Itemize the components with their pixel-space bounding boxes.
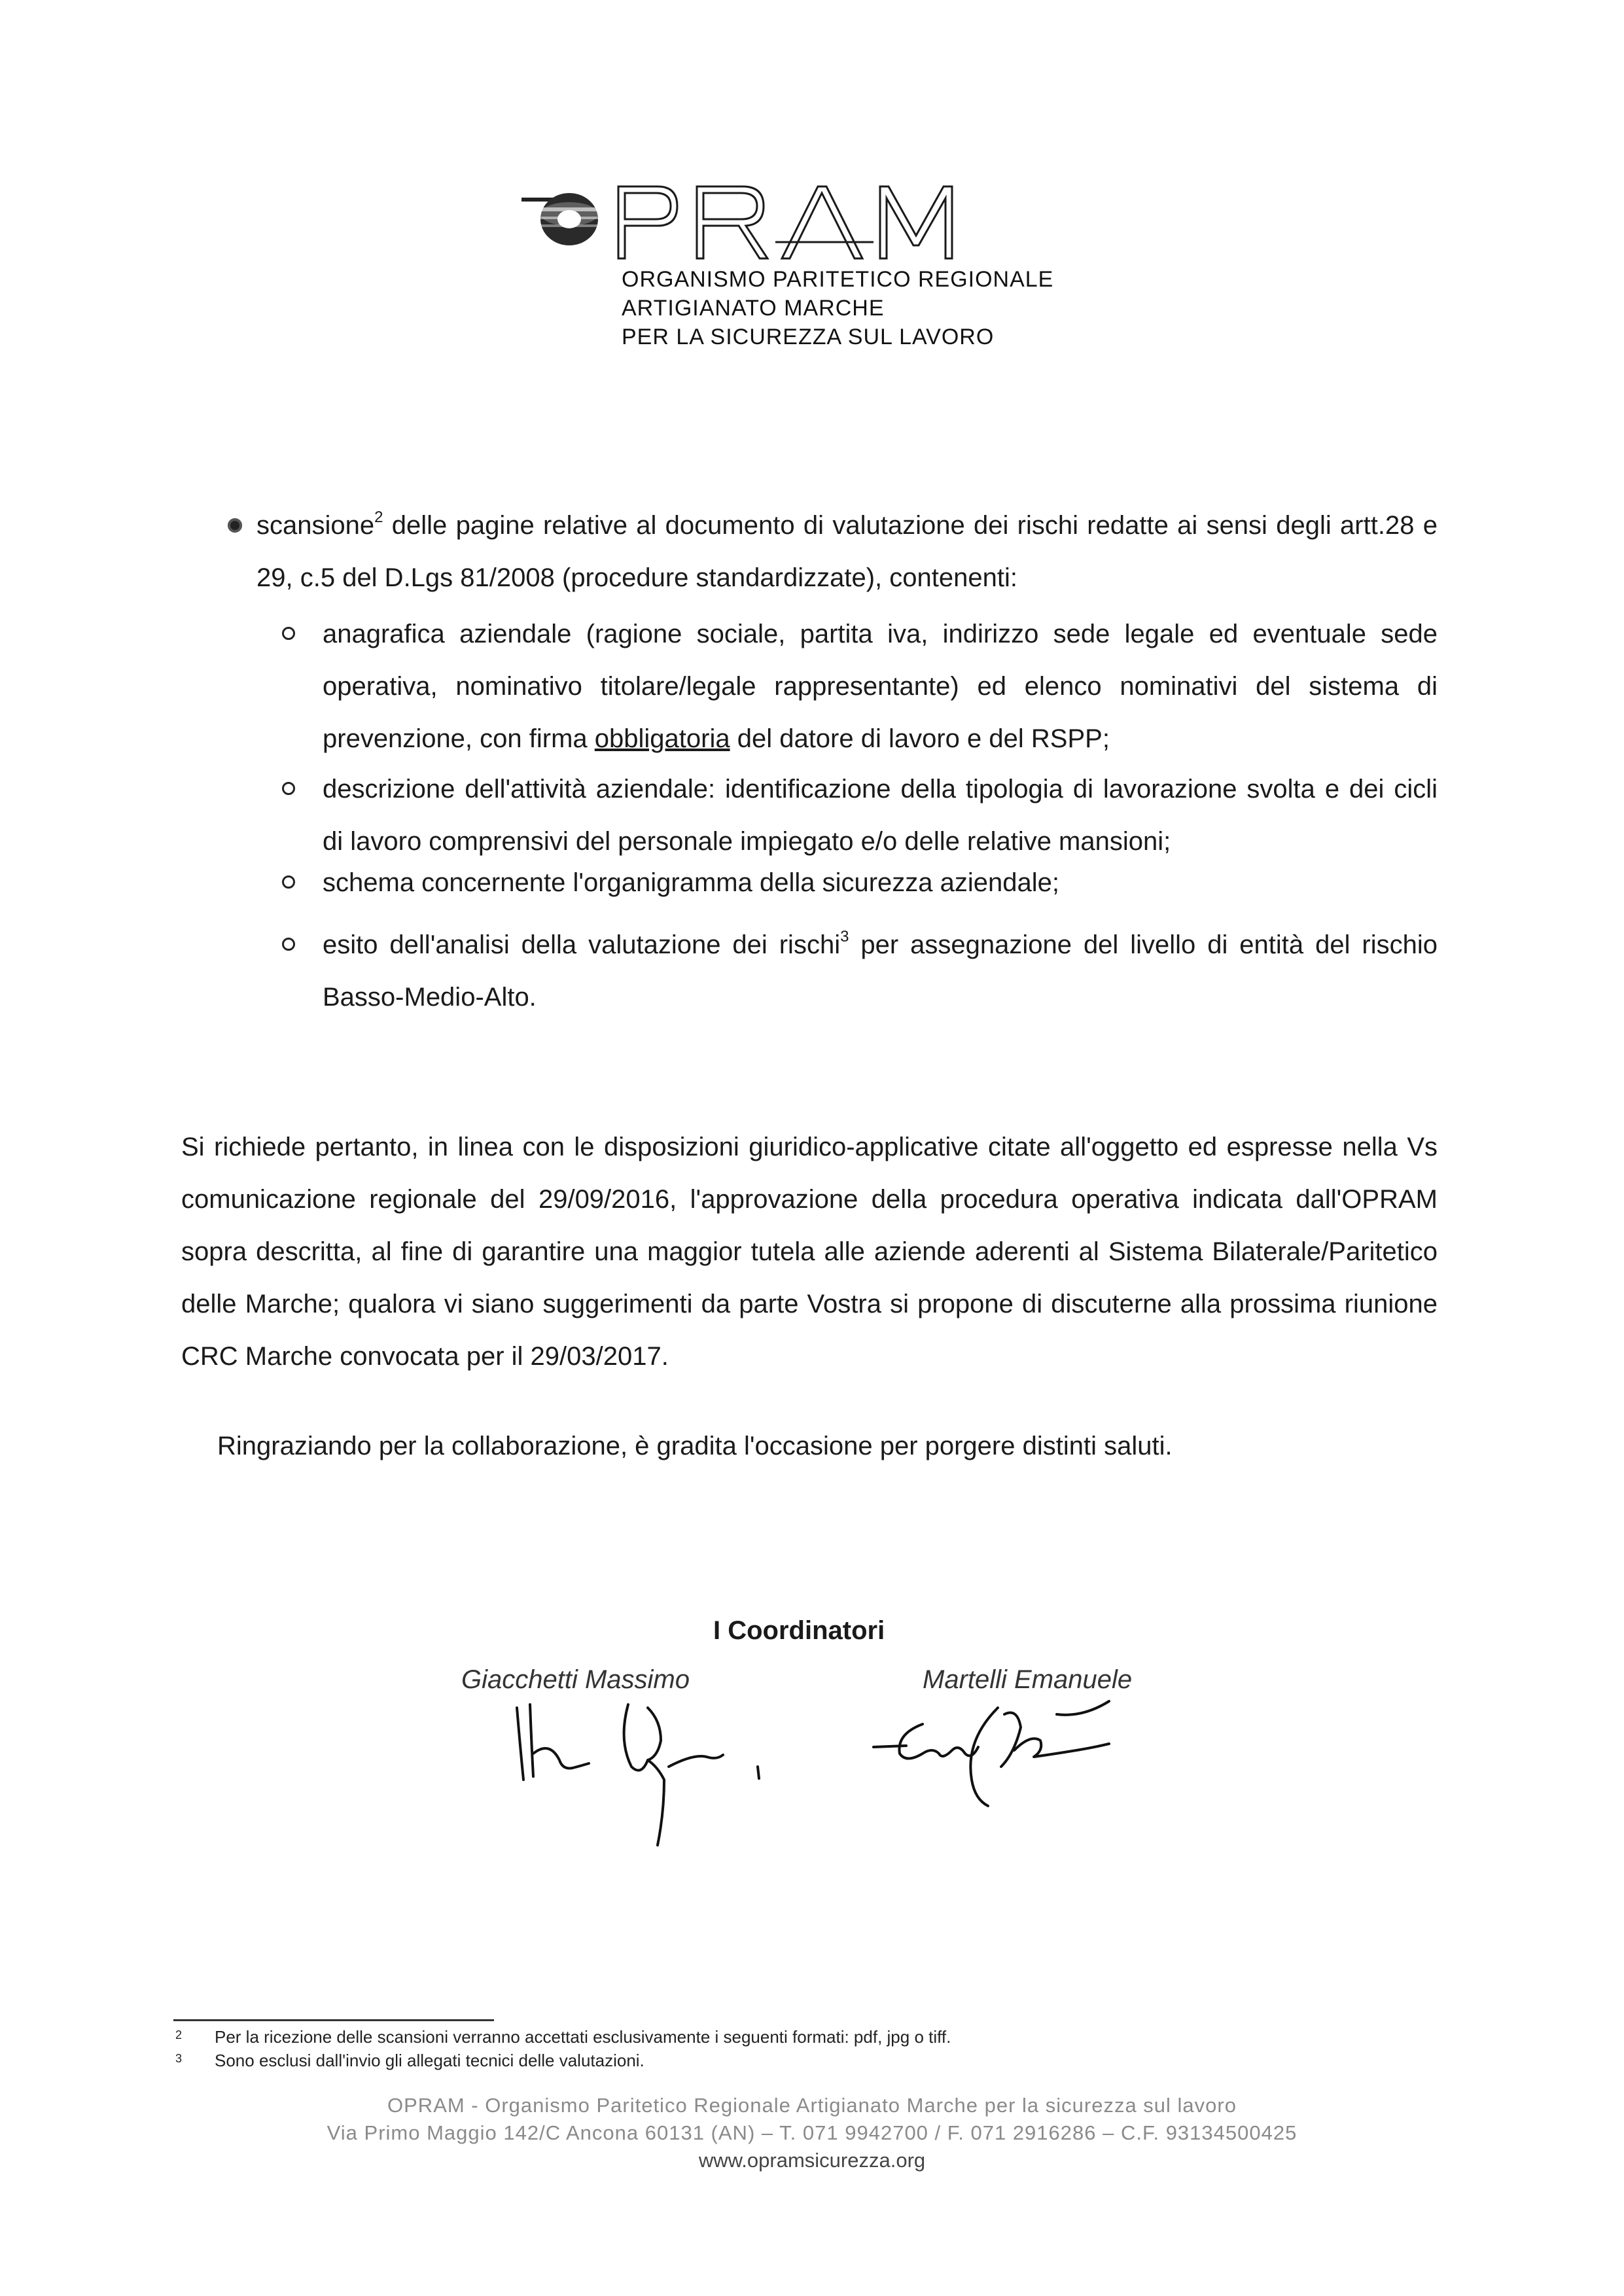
footer-address-line: Via Primo Maggio 142/C Ancona 60131 (AN) – T. 071 9942700 / F. 071 2916286 – C.F. 93134500425	[327, 2121, 1297, 2144]
footnote-mark-3: 3	[175, 2052, 183, 2065]
sub-bullet-icon	[282, 627, 295, 640]
closing-line: Ringraziando per la collaborazione, è gradita l'occasione per porgere distinti saluti.	[217, 1432, 1173, 1460]
org-name-line-1: ORGANISMO PARITETICO REGIONALE	[622, 267, 1054, 292]
bullet-icon	[228, 518, 242, 533]
sub-bullet-icon	[282, 938, 295, 951]
request-paragraph: Si richiede pertanto, in linea con le disposizioni giuridico-applicative citate all'oggetto ed espresse nella Vs comunicazione regionale del 29/09/2016, l'approvazione della procedura operativa indicata dall'OPRAM sopra descritta, al fine di garantire una maggior tutela alle aziende aderenti al Sistema Bilaterale/Paritetico delle Marche; qualora vi siano suggerimenti da parte Vostra si propone di discuterne alla prossima riunione CRC Marche convocata per il 29/03/2017.	[181, 1133, 1438, 1371]
signatory-name-1: Giacchetti Massimo	[461, 1665, 690, 1694]
bullet-main-text: scansione$^2$ delle pagine relative al documento di valutazione dei rischi redatte ai sensi degli artt.28 e 29, c.5 del D.Lgs 81/2008 (procedure standardizzate), contenenti:	[256, 508, 1438, 592]
sub-item-organization-chart: schema concernente l'organigramma della sicurezza aziendale;	[323, 868, 1060, 897]
sub-bullet-icon	[282, 782, 295, 795]
logo-emblem-icon	[521, 193, 599, 245]
coordinators-title: I Coordinatori	[713, 1616, 885, 1645]
sub-item-company-registry: anagrafica aziendale (ragione sociale, partita iva, indirizzo sede legale ed eventuale sede operativa, nominativo titolare/legale rappresentante) ed elenco nominativi del sistema di prevenzione, con firma obbligatoria del datore di lavoro e del RSPP;	[323, 620, 1438, 753]
sub-item-activity-description: descrizione dell'attività aziendale: identificazione della tipologia di lavorazione svolta e dei cicli di lavoro comprensivi del personale impiegato e/o delle relative mansioni;	[323, 775, 1438, 856]
footnote-3-text: Sono esclusi dall'invio gli allegati tecnici delle valutazioni.	[215, 2051, 644, 2070]
footnote-ref-3: 3	[840, 927, 849, 945]
sub-bullet-icon	[282, 875, 295, 889]
signature-2-handwriting	[860, 1688, 1161, 1812]
logo-letters	[618, 186, 952, 258]
footnote-rule	[173, 2019, 494, 2021]
signatory-name-2: Martelli Emanuele	[923, 1665, 1133, 1694]
footnote-2-text: Per la ricezione delle scansioni verranno accettati esclusivamente i seguenti formati: pdf, jpg o tiff.	[215, 2027, 951, 2047]
footnote-ref-2: 2	[374, 508, 383, 526]
footer-org-line: OPRAM - Organismo Paritetico Regionale Artigianato Marche per la sicurezza sul lavoro	[387, 2094, 1237, 2117]
sub-item-risk-analysis: esito dell'analisi della valutazione dei rischi$^3$ per assegnazione del livello di entità del rischio Basso-Medio-Alto.	[323, 927, 1438, 1012]
signature-1-handwriting	[497, 1695, 792, 1852]
footer-website-link[interactable]: www.opramsicurezza.org	[698, 2149, 926, 2172]
org-name-line-3: PER LA SICUREZZA SUL LAVORO	[622, 325, 995, 349]
org-name-line-2: ARTIGIANATO MARCHE	[622, 296, 885, 321]
underlined-obbligatoria: obbligatoria	[594, 724, 730, 753]
footnote-mark-2: 2	[175, 2028, 183, 2041]
opram-logo	[520, 173, 978, 265]
